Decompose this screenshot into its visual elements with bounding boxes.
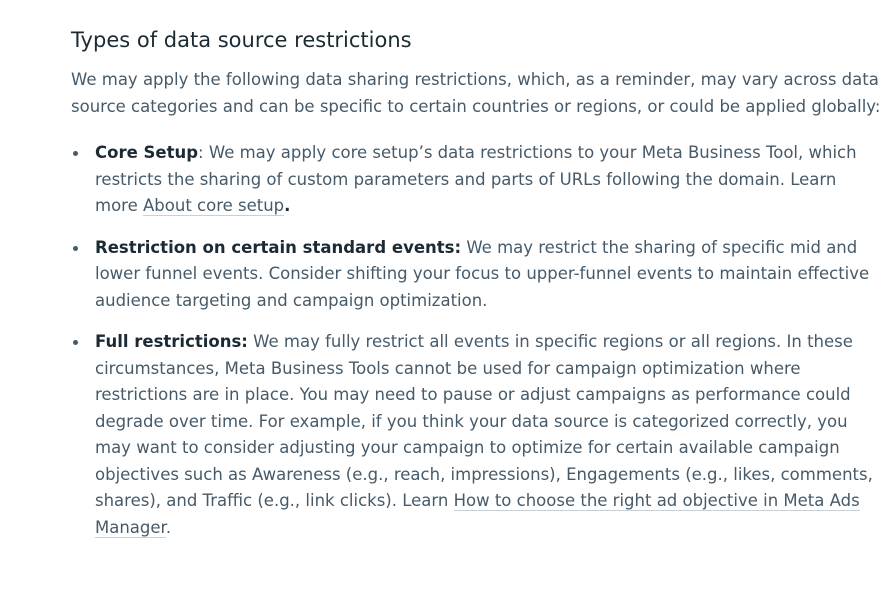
term-standard-events: Restriction on certain standard events:: [95, 237, 462, 257]
item-text: We may apply core setup’s data restrictions to your Meta Business Tool, which restricts the sharing of custom parameters and parts of URLs following the domain. Learn more: [95, 143, 857, 215]
bullet-icon: [73, 151, 78, 156]
term-core-setup: Core Setup: [95, 143, 199, 162]
restrictions-list: [71, 140, 881, 541]
item-period: .: [165, 517, 172, 537]
item-text: We may restrict the sharing of specific mid and lower funnel events. Consider shifting your focus to upper-funnel events to maintain effective audience targeting and campaign optimization.: [95, 237, 870, 310]
bullet-icon: [73, 246, 78, 251]
item-text: We may fully restrict all events in specific regions or all regions. In these circumstances, Meta Business Tools cannot be used for campaign optimization where restrictions are in place. You may need to pause or adjust campaigns as performance could degrade over time. For example, if you think your data source is categorized correctly, you may want to consider adjusting your campaign to optimize for certain available campaign objectives such as Awareness (e.g., reach, impressions), Engagements (e.g., likes, comments, shares), and Traffic (e.g., link clicks). Learn: [95, 332, 873, 510]
restrictions-section: [71, 22, 881, 556]
intro-paragraph: We may apply the following data sharing restrictions, which, as a reminder, may vary across data source categories and can be specific to certain countries or regions, or could be applied globally:: [71, 70, 881, 116]
section-title: Types of data source restrictions: [71, 28, 412, 52]
list-item-core-setup: [71, 140, 881, 220]
term-full-restrictions: Full restrictions:: [95, 332, 248, 351]
list-item-standard-events: [71, 235, 881, 315]
list-item-full-restrictions: [71, 329, 881, 541]
item-period: .: [284, 196, 291, 215]
bullet-icon: [73, 340, 78, 345]
ad-objective-link[interactable]: How to choose the right ad objective in Meta Ads Manager: [95, 491, 860, 537]
term-colon: :: [198, 143, 204, 162]
about-core-setup-link[interactable]: About core setup: [143, 196, 285, 215]
